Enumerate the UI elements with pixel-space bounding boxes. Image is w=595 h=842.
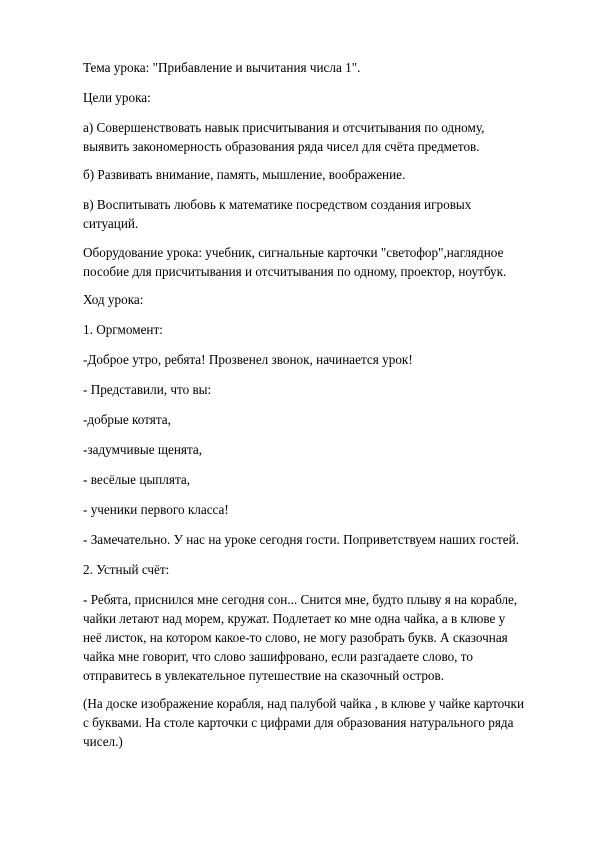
- text-line: б) Развивать внимание, память, мышление, воображение.: [83, 167, 406, 182]
- guests-line: [83, 530, 553, 549]
- imagine-line: [83, 380, 553, 399]
- list-item-kittens: [83, 410, 553, 429]
- text-line: - Представили, что вы:: [83, 382, 212, 397]
- lesson-progress-heading: [83, 290, 553, 309]
- dream-story: [83, 590, 553, 685]
- text-line: -Доброе утро, ребята! Прозвенел звонок, начинается урок!: [83, 352, 413, 367]
- section-oral-count: [83, 560, 553, 579]
- text-line: Оборудование урока: учебник, сигнальные карточки "светофор",наглядное: [83, 245, 504, 260]
- text-line: неё листок, на котором какое-то слово, не могу разобрать букв. А сказочная: [83, 630, 508, 645]
- text-line: -задумчивые щенята,: [83, 442, 203, 457]
- goal-b: [83, 165, 553, 184]
- text-line: 1. Оргмомент:: [83, 322, 163, 337]
- text-line: Ход урока:: [83, 292, 144, 307]
- text-line: пособие для присчитывания и отсчитывания по одному, проектор, ноутбук.: [83, 264, 507, 279]
- text-line: - Замечательно. У нас на уроке сегодня гости. Поприветствуем наших гостей.: [83, 532, 519, 547]
- text-line: а) Совершенствовать навык присчитывания и отсчитывания по одному,: [83, 120, 485, 135]
- text-line: Цели урока:: [83, 90, 151, 105]
- text-line: 2. Устный счёт:: [83, 562, 170, 577]
- section-org-moment: [83, 320, 553, 339]
- text-line: Тема урока: "Прибавление и вычитания числа 1".: [83, 60, 361, 75]
- text-line: (На доске изображение корабля, над палубой чайка , в клюве у чайке карточки: [83, 696, 525, 711]
- text-line: чисел.): [83, 734, 123, 749]
- list-item-chicks: [83, 470, 553, 489]
- text-line: ситуаций.: [83, 216, 139, 231]
- list-item-puppies: [83, 440, 553, 459]
- text-line: с буквами. На столе карточки с цифрами для образования натурального ряда: [83, 715, 514, 730]
- text-line: -добрые котята,: [83, 412, 171, 427]
- text-line: - весёлые цыплята,: [83, 472, 191, 487]
- text-line: чайки летают над морем, кружат. Подлетает ко мне одна чайка, а в клюве у: [83, 611, 506, 626]
- text-line: отправитесь в увлекательное путешествие на сказочный остров.: [83, 668, 445, 683]
- text-line: выявить закономерность образования ряда чисел для счёта предметов.: [83, 139, 480, 154]
- text-line: - ученики первого класса!: [83, 502, 229, 517]
- list-item-pupils: [83, 500, 553, 519]
- text-line: - Ребята, приснился мне сегодня сон... Снится мне, будто плыву я на корабле,: [83, 592, 518, 607]
- greeting-line: [83, 350, 553, 369]
- lesson-topic: [83, 58, 553, 77]
- lesson-goals-heading: [83, 88, 553, 107]
- text-line: чайка мне говорит, что слово зашифровано, если разгадаете слово, то: [83, 649, 473, 664]
- board-description: [83, 694, 553, 751]
- goal-c: [83, 195, 553, 233]
- lesson-equipment: [83, 243, 553, 281]
- goal-a: [83, 118, 553, 156]
- text-line: в) Воспитывать любовь к математике посредством создания игровых: [83, 197, 472, 212]
